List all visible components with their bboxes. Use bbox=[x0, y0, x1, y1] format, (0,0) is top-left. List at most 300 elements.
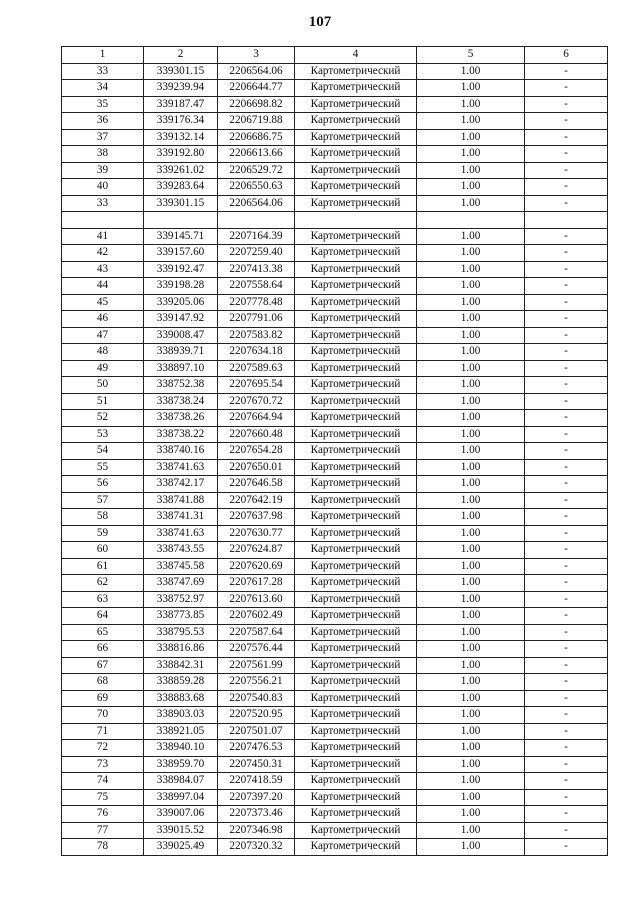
y-coordinate-cell: 2207589.63 bbox=[218, 360, 295, 377]
table-row bbox=[62, 707, 608, 724]
accuracy-cell: 1.00 bbox=[417, 228, 525, 245]
description-cell: - bbox=[525, 492, 608, 509]
y-coordinate-cell: 2206644.77 bbox=[218, 80, 295, 97]
x-coordinate-cell: 339301.15 bbox=[144, 63, 218, 80]
y-coordinate-cell: 2207320.32 bbox=[218, 839, 295, 856]
point-number-cell: 53 bbox=[62, 426, 144, 443]
method-cell: Картометрический bbox=[295, 294, 417, 311]
x-coordinate-cell: 338859.28 bbox=[144, 674, 218, 691]
method-cell: Картометрический bbox=[295, 575, 417, 592]
description-cell: - bbox=[525, 96, 608, 113]
method-cell: Картометрический bbox=[295, 839, 417, 856]
x-coordinate-cell: 338745.58 bbox=[144, 558, 218, 575]
point-number-cell: 62 bbox=[62, 575, 144, 592]
point-number-cell: 33 bbox=[62, 63, 144, 80]
point-number-cell: 72 bbox=[62, 740, 144, 757]
y-coordinate-cell: 2207602.49 bbox=[218, 608, 295, 625]
method-cell: Картометрический bbox=[295, 96, 417, 113]
x-coordinate-cell: 338842.31 bbox=[144, 657, 218, 674]
y-coordinate-cell: 2207397.20 bbox=[218, 789, 295, 806]
method-cell: Картометрический bbox=[295, 492, 417, 509]
description-cell: - bbox=[525, 525, 608, 542]
description-cell: - bbox=[525, 393, 608, 410]
accuracy-cell: 1.00 bbox=[417, 575, 525, 592]
description-cell: - bbox=[525, 723, 608, 740]
table-row bbox=[62, 476, 608, 493]
accuracy-cell: 1.00 bbox=[417, 525, 525, 542]
accuracy-cell: 1.00 bbox=[417, 690, 525, 707]
table-row bbox=[62, 113, 608, 130]
x-coordinate-cell: 338741.31 bbox=[144, 509, 218, 526]
table-row bbox=[62, 162, 608, 179]
method-cell: Картометрический bbox=[295, 129, 417, 146]
point-number-cell: 67 bbox=[62, 657, 144, 674]
accuracy-cell bbox=[417, 212, 525, 229]
x-coordinate-cell: 339198.28 bbox=[144, 278, 218, 295]
accuracy-cell: 1.00 bbox=[417, 591, 525, 608]
description-cell: - bbox=[525, 410, 608, 427]
description-cell: - bbox=[525, 690, 608, 707]
y-coordinate-cell: 2207630.77 bbox=[218, 525, 295, 542]
description-cell: - bbox=[525, 740, 608, 757]
y-coordinate-cell: 2206719.88 bbox=[218, 113, 295, 130]
point-number-cell: 46 bbox=[62, 311, 144, 328]
y-coordinate-cell: 2206613.66 bbox=[218, 146, 295, 163]
y-coordinate-cell: 2207613.60 bbox=[218, 591, 295, 608]
y-coordinate-cell: 2206564.06 bbox=[218, 195, 295, 212]
y-coordinate-cell: 2206564.06 bbox=[218, 63, 295, 80]
table-row bbox=[62, 542, 608, 559]
point-number-cell: 44 bbox=[62, 278, 144, 295]
table-row bbox=[62, 311, 608, 328]
y-coordinate-cell bbox=[218, 212, 295, 229]
description-cell: - bbox=[525, 591, 608, 608]
method-cell: Картометрический bbox=[295, 426, 417, 443]
accuracy-cell: 1.00 bbox=[417, 377, 525, 394]
description-cell: - bbox=[525, 641, 608, 658]
point-number-cell: 36 bbox=[62, 113, 144, 130]
y-coordinate-cell: 2207624.87 bbox=[218, 542, 295, 559]
x-coordinate-cell: 338738.22 bbox=[144, 426, 218, 443]
x-coordinate-cell: 339008.47 bbox=[144, 327, 218, 344]
x-coordinate-cell: 338984.07 bbox=[144, 773, 218, 790]
y-coordinate-cell: 2207637.98 bbox=[218, 509, 295, 526]
accuracy-cell: 1.00 bbox=[417, 179, 525, 196]
method-cell: Картометрический bbox=[295, 608, 417, 625]
y-coordinate-cell: 2207583.82 bbox=[218, 327, 295, 344]
description-cell: - bbox=[525, 261, 608, 278]
point-number-cell: 41 bbox=[62, 228, 144, 245]
method-cell: Картометрический bbox=[295, 344, 417, 361]
column-header: 4 bbox=[295, 47, 417, 64]
x-coordinate-cell: 338743.55 bbox=[144, 542, 218, 559]
accuracy-cell: 1.00 bbox=[417, 657, 525, 674]
y-coordinate-cell: 2207664.94 bbox=[218, 410, 295, 427]
x-coordinate-cell: 339132.14 bbox=[144, 129, 218, 146]
description-cell: - bbox=[525, 162, 608, 179]
x-coordinate-cell: 338997.04 bbox=[144, 789, 218, 806]
accuracy-cell: 1.00 bbox=[417, 806, 525, 823]
method-cell: Картометрический bbox=[295, 410, 417, 427]
description-cell bbox=[525, 212, 608, 229]
y-coordinate-cell: 2206529.72 bbox=[218, 162, 295, 179]
x-coordinate-cell: 339192.47 bbox=[144, 261, 218, 278]
point-number-cell: 71 bbox=[62, 723, 144, 740]
accuracy-cell: 1.00 bbox=[417, 344, 525, 361]
point-number-cell: 73 bbox=[62, 756, 144, 773]
page-number: 107 bbox=[308, 14, 332, 30]
table-row bbox=[62, 344, 608, 361]
point-number-cell: 38 bbox=[62, 146, 144, 163]
method-cell: Картометрический bbox=[295, 509, 417, 526]
y-coordinate-cell: 2207695.54 bbox=[218, 377, 295, 394]
table-row bbox=[62, 575, 608, 592]
point-number-cell: 52 bbox=[62, 410, 144, 427]
point-number-cell: 76 bbox=[62, 806, 144, 823]
accuracy-cell: 1.00 bbox=[417, 146, 525, 163]
method-cell: Картометрический bbox=[295, 179, 417, 196]
y-coordinate-cell: 2206686.75 bbox=[218, 129, 295, 146]
y-coordinate-cell: 2207373.46 bbox=[218, 806, 295, 823]
method-cell: Картометрический bbox=[295, 756, 417, 773]
y-coordinate-cell: 2207259.40 bbox=[218, 245, 295, 262]
accuracy-cell: 1.00 bbox=[417, 641, 525, 658]
accuracy-cell: 1.00 bbox=[417, 558, 525, 575]
point-number-cell: 64 bbox=[62, 608, 144, 625]
method-cell: Картометрический bbox=[295, 80, 417, 97]
method-cell: Картометрический bbox=[295, 624, 417, 641]
x-coordinate-cell: 339283.64 bbox=[144, 179, 218, 196]
method-cell: Картометрический bbox=[295, 690, 417, 707]
accuracy-cell: 1.00 bbox=[417, 509, 525, 526]
table-row bbox=[62, 624, 608, 641]
description-cell: - bbox=[525, 509, 608, 526]
column-header: 5 bbox=[417, 47, 525, 64]
table-row bbox=[62, 245, 608, 262]
table-row bbox=[62, 410, 608, 427]
method-cell: Картометрический bbox=[295, 773, 417, 790]
method-cell: Картометрический bbox=[295, 789, 417, 806]
description-cell: - bbox=[525, 707, 608, 724]
y-coordinate-cell: 2207450.31 bbox=[218, 756, 295, 773]
method-cell: Картометрический bbox=[295, 360, 417, 377]
x-coordinate-cell: 339192.80 bbox=[144, 146, 218, 163]
description-cell: - bbox=[525, 278, 608, 295]
y-coordinate-cell: 2207791.06 bbox=[218, 311, 295, 328]
x-coordinate-cell: 338959.70 bbox=[144, 756, 218, 773]
x-coordinate-cell: 338741.63 bbox=[144, 525, 218, 542]
x-coordinate-cell: 339025.49 bbox=[144, 839, 218, 856]
accuracy-cell: 1.00 bbox=[417, 443, 525, 460]
x-coordinate-cell: 339301.15 bbox=[144, 195, 218, 212]
point-number-cell: 66 bbox=[62, 641, 144, 658]
description-cell: - bbox=[525, 575, 608, 592]
point-number-cell: 45 bbox=[62, 294, 144, 311]
point-number-cell: 61 bbox=[62, 558, 144, 575]
table-header-row bbox=[62, 47, 608, 64]
description-cell: - bbox=[525, 806, 608, 823]
x-coordinate-cell: 339147.92 bbox=[144, 311, 218, 328]
y-coordinate-cell: 2207558.64 bbox=[218, 278, 295, 295]
table-row bbox=[62, 195, 608, 212]
accuracy-cell: 1.00 bbox=[417, 162, 525, 179]
table-row bbox=[62, 608, 608, 625]
accuracy-cell: 1.00 bbox=[417, 542, 525, 559]
y-coordinate-cell: 2207346.98 bbox=[218, 822, 295, 839]
accuracy-cell: 1.00 bbox=[417, 278, 525, 295]
method-cell: Картометрический bbox=[295, 377, 417, 394]
accuracy-cell: 1.00 bbox=[417, 96, 525, 113]
accuracy-cell: 1.00 bbox=[417, 80, 525, 97]
method-cell: Картометрический bbox=[295, 707, 417, 724]
point-number-cell: 48 bbox=[62, 344, 144, 361]
accuracy-cell: 1.00 bbox=[417, 129, 525, 146]
x-coordinate-cell: 338741.63 bbox=[144, 459, 218, 476]
y-coordinate-cell: 2207634.18 bbox=[218, 344, 295, 361]
x-coordinate-cell: 339239.94 bbox=[144, 80, 218, 97]
table-row bbox=[62, 228, 608, 245]
accuracy-cell: 1.00 bbox=[417, 476, 525, 493]
description-cell: - bbox=[525, 377, 608, 394]
y-coordinate-cell: 2207642.19 bbox=[218, 492, 295, 509]
description-cell: - bbox=[525, 459, 608, 476]
method-cell: Картометрический bbox=[295, 542, 417, 559]
y-coordinate-cell: 2207778.48 bbox=[218, 294, 295, 311]
description-cell: - bbox=[525, 80, 608, 97]
point-number-cell: 39 bbox=[62, 162, 144, 179]
description-cell: - bbox=[525, 327, 608, 344]
y-coordinate-cell: 2207520.95 bbox=[218, 707, 295, 724]
description-cell: - bbox=[525, 195, 608, 212]
table-row bbox=[62, 773, 608, 790]
point-number-cell: 34 bbox=[62, 80, 144, 97]
x-coordinate-cell: 338752.38 bbox=[144, 377, 218, 394]
point-number-cell: 49 bbox=[62, 360, 144, 377]
y-coordinate-cell: 2207418.59 bbox=[218, 773, 295, 790]
x-coordinate-cell: 338747.69 bbox=[144, 575, 218, 592]
table-row bbox=[62, 377, 608, 394]
column-header: 6 bbox=[525, 47, 608, 64]
x-coordinate-cell: 339007.06 bbox=[144, 806, 218, 823]
table-row bbox=[62, 393, 608, 410]
method-cell: Картометрический bbox=[295, 641, 417, 658]
table-row bbox=[62, 756, 608, 773]
y-coordinate-cell: 2206550.63 bbox=[218, 179, 295, 196]
table-row bbox=[62, 327, 608, 344]
column-header: 3 bbox=[218, 47, 295, 64]
method-cell: Картометрический bbox=[295, 261, 417, 278]
table-row bbox=[62, 294, 608, 311]
method-cell: Картометрический bbox=[295, 591, 417, 608]
x-coordinate-cell: 338940.10 bbox=[144, 740, 218, 757]
point-number-cell: 60 bbox=[62, 542, 144, 559]
point-number-cell: 77 bbox=[62, 822, 144, 839]
x-coordinate-cell: 338816.86 bbox=[144, 641, 218, 658]
y-coordinate-cell: 2207556.21 bbox=[218, 674, 295, 691]
accuracy-cell: 1.00 bbox=[417, 195, 525, 212]
table-row bbox=[62, 740, 608, 757]
x-coordinate-cell: 338883.68 bbox=[144, 690, 218, 707]
method-cell: Картометрический bbox=[295, 162, 417, 179]
point-number-cell: 65 bbox=[62, 624, 144, 641]
description-cell: - bbox=[525, 674, 608, 691]
description-cell: - bbox=[525, 608, 608, 625]
table-row bbox=[62, 80, 608, 97]
point-number-cell: 78 bbox=[62, 839, 144, 856]
y-coordinate-cell: 2207650.01 bbox=[218, 459, 295, 476]
table-row bbox=[62, 443, 608, 460]
description-cell: - bbox=[525, 657, 608, 674]
description-cell: - bbox=[525, 311, 608, 328]
table-row bbox=[62, 261, 608, 278]
description-cell: - bbox=[525, 443, 608, 460]
point-number-cell: 68 bbox=[62, 674, 144, 691]
method-cell: Картометрический bbox=[295, 476, 417, 493]
point-number-cell: 69 bbox=[62, 690, 144, 707]
column-header: 2 bbox=[144, 47, 218, 64]
point-number-cell: 33 bbox=[62, 195, 144, 212]
table-row bbox=[62, 591, 608, 608]
accuracy-cell: 1.00 bbox=[417, 360, 525, 377]
x-coordinate-cell bbox=[144, 212, 218, 229]
point-number-cell: 42 bbox=[62, 245, 144, 262]
table-row bbox=[62, 129, 608, 146]
method-cell: Картометрический bbox=[295, 146, 417, 163]
point-number-cell: 57 bbox=[62, 492, 144, 509]
y-coordinate-cell: 2207540.83 bbox=[218, 690, 295, 707]
accuracy-cell: 1.00 bbox=[417, 63, 525, 80]
method-cell: Картометрический bbox=[295, 459, 417, 476]
y-coordinate-cell: 2207413.38 bbox=[218, 261, 295, 278]
method-cell: Картометрический bbox=[295, 443, 417, 460]
method-cell: Картометрический bbox=[295, 657, 417, 674]
method-cell: Картометрический bbox=[295, 245, 417, 262]
x-coordinate-cell: 338740.16 bbox=[144, 443, 218, 460]
x-coordinate-cell: 338939.71 bbox=[144, 344, 218, 361]
x-coordinate-cell: 339015.52 bbox=[144, 822, 218, 839]
table-row bbox=[62, 558, 608, 575]
x-coordinate-cell: 339145.71 bbox=[144, 228, 218, 245]
method-cell: Картометрический bbox=[295, 558, 417, 575]
description-cell: - bbox=[525, 113, 608, 130]
point-number-cell: 54 bbox=[62, 443, 144, 460]
method-cell: Картометрический bbox=[295, 393, 417, 410]
description-cell: - bbox=[525, 839, 608, 856]
x-coordinate-cell: 339157.60 bbox=[144, 245, 218, 262]
x-coordinate-cell: 338741.88 bbox=[144, 492, 218, 509]
table-row bbox=[62, 641, 608, 658]
description-cell: - bbox=[525, 542, 608, 559]
y-coordinate-cell: 2206698.82 bbox=[218, 96, 295, 113]
point-number-cell: 70 bbox=[62, 707, 144, 724]
x-coordinate-cell: 338921.05 bbox=[144, 723, 218, 740]
point-number-cell: 50 bbox=[62, 377, 144, 394]
description-cell: - bbox=[525, 344, 608, 361]
table-row bbox=[62, 360, 608, 377]
method-cell: Картометрический bbox=[295, 327, 417, 344]
coordinates-table bbox=[61, 46, 608, 856]
point-number-cell: 63 bbox=[62, 591, 144, 608]
table-row bbox=[62, 690, 608, 707]
y-coordinate-cell: 2207576.44 bbox=[218, 641, 295, 658]
table-row bbox=[62, 789, 608, 806]
accuracy-cell: 1.00 bbox=[417, 740, 525, 757]
method-cell: Картометрический bbox=[295, 311, 417, 328]
description-cell: - bbox=[525, 360, 608, 377]
method-cell: Картометрический bbox=[295, 740, 417, 757]
method-cell: Картометрический bbox=[295, 113, 417, 130]
x-coordinate-cell: 338773.85 bbox=[144, 608, 218, 625]
point-number-cell: 47 bbox=[62, 327, 144, 344]
description-cell: - bbox=[525, 146, 608, 163]
point-number-cell: 74 bbox=[62, 773, 144, 790]
accuracy-cell: 1.00 bbox=[417, 723, 525, 740]
table-row bbox=[62, 822, 608, 839]
x-coordinate-cell: 338738.24 bbox=[144, 393, 218, 410]
point-number-cell: 37 bbox=[62, 129, 144, 146]
table-row bbox=[62, 146, 608, 163]
point-number-cell: 59 bbox=[62, 525, 144, 542]
accuracy-cell: 1.00 bbox=[417, 773, 525, 790]
description-cell: - bbox=[525, 773, 608, 790]
point-number-cell: 75 bbox=[62, 789, 144, 806]
y-coordinate-cell: 2207660.48 bbox=[218, 426, 295, 443]
accuracy-cell: 1.00 bbox=[417, 113, 525, 130]
x-coordinate-cell: 338903.03 bbox=[144, 707, 218, 724]
method-cell: Картометрический bbox=[295, 228, 417, 245]
accuracy-cell: 1.00 bbox=[417, 393, 525, 410]
table-row bbox=[62, 509, 608, 526]
table-row bbox=[62, 723, 608, 740]
x-coordinate-cell: 338742.17 bbox=[144, 476, 218, 493]
description-cell: - bbox=[525, 228, 608, 245]
point-number-cell: 43 bbox=[62, 261, 144, 278]
description-cell: - bbox=[525, 624, 608, 641]
table-row bbox=[62, 426, 608, 443]
table-row bbox=[62, 674, 608, 691]
x-coordinate-cell: 339176.34 bbox=[144, 113, 218, 130]
description-cell: - bbox=[525, 789, 608, 806]
method-cell: Картометрический bbox=[295, 806, 417, 823]
accuracy-cell: 1.00 bbox=[417, 459, 525, 476]
description-cell: - bbox=[525, 245, 608, 262]
point-number-cell bbox=[62, 212, 144, 229]
table-row bbox=[62, 179, 608, 196]
table-row bbox=[62, 525, 608, 542]
y-coordinate-cell: 2207620.69 bbox=[218, 558, 295, 575]
description-cell: - bbox=[525, 129, 608, 146]
y-coordinate-cell: 2207617.28 bbox=[218, 575, 295, 592]
description-cell: - bbox=[525, 179, 608, 196]
x-coordinate-cell: 338897.10 bbox=[144, 360, 218, 377]
y-coordinate-cell: 2207561.99 bbox=[218, 657, 295, 674]
y-coordinate-cell: 2207501.07 bbox=[218, 723, 295, 740]
x-coordinate-cell: 339261.02 bbox=[144, 162, 218, 179]
x-coordinate-cell: 338795.53 bbox=[144, 624, 218, 641]
method-cell: Картометрический bbox=[295, 822, 417, 839]
point-number-cell: 55 bbox=[62, 459, 144, 476]
y-coordinate-cell: 2207646.58 bbox=[218, 476, 295, 493]
accuracy-cell: 1.00 bbox=[417, 839, 525, 856]
accuracy-cell: 1.00 bbox=[417, 311, 525, 328]
method-cell: Картометрический bbox=[295, 723, 417, 740]
table-row bbox=[62, 96, 608, 113]
accuracy-cell: 1.00 bbox=[417, 707, 525, 724]
accuracy-cell: 1.00 bbox=[417, 674, 525, 691]
description-cell: - bbox=[525, 63, 608, 80]
method-cell bbox=[295, 212, 417, 229]
accuracy-cell: 1.00 bbox=[417, 624, 525, 641]
